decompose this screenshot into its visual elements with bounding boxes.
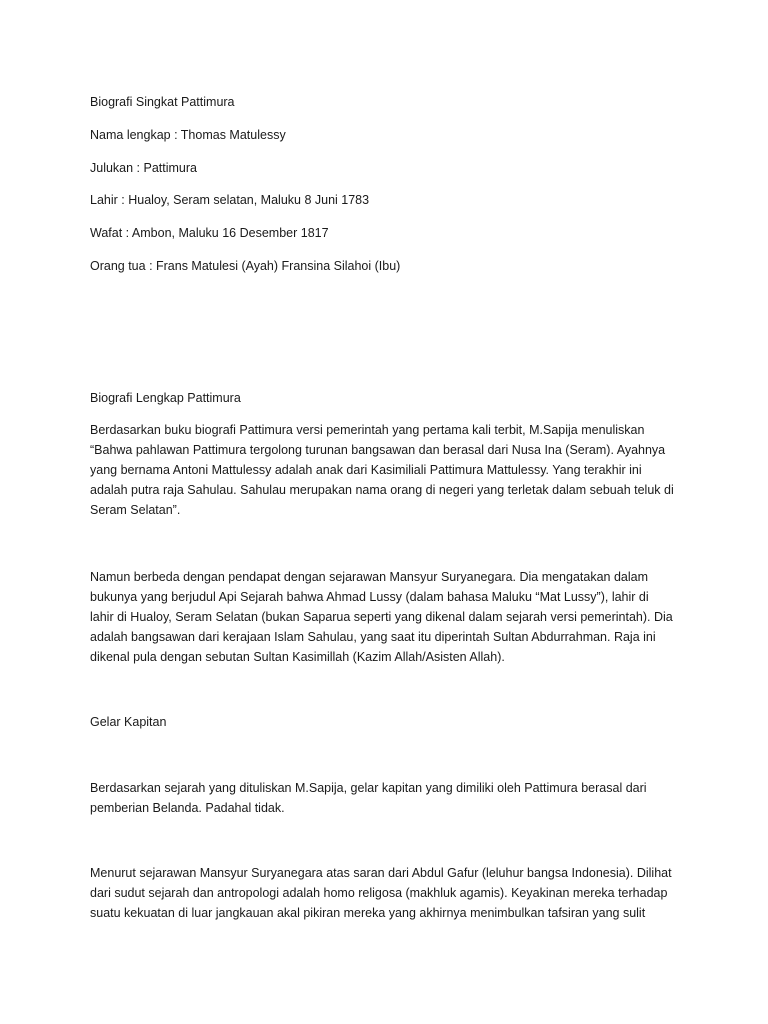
paragraph-line: Menurut sejarawan Mansyur Suryanegara atas saran dari Abdul Gafur (leluhur bangsa Indonesia). Dilihat <box>90 866 672 880</box>
birth-line: Lahir : Hualoy, Seram selatan, Maluku 8 Juni 1783 <box>90 193 370 207</box>
paragraph-line: Berdasarkan buku biografi Pattimura versi pemerintah yang pertama kali terbit, M.Sapija menuliskan <box>90 423 645 437</box>
paragraph-line: dikenal pula dengan sebutan Sultan Kasimillah (Kazim Allah/Asisten Allah). <box>90 650 505 664</box>
paragraph-line: lahir di Hualoy, Seram Selatan (bukan Saparua seperti yang dikenal dalam sejarah versi pemerintah). Dia <box>90 610 673 624</box>
full-bio-paragraph-1 <box>90 420 690 520</box>
death-line: Wafat : Ambon, Maluku 16 Desember 1817 <box>90 226 329 240</box>
captain-title-paragraph-1 <box>90 778 690 818</box>
paragraph-line: Berdasarkan sejarah yang dituliskan M.Sapija, gelar kapitan yang dimiliki oleh Pattimura berasal dari <box>90 781 647 795</box>
paragraph-line: adalah bangsawan dari kerajaan Islam Sahulau, yang saat itu diperintah Sultan Abdurrahman. Raja ini <box>90 630 656 644</box>
paragraph-line: “Bahwa pahlawan Pattimura tergolong turunan bangsawan dan berasal dari Nusa Ina (Seram). Ayahnya <box>90 443 666 457</box>
full-bio-paragraph-2 <box>90 567 690 667</box>
paragraph-line: suatu kekuatan di luar jangkauan akal pikiran mereka yang akhirnya menimbulkan tafsiran yang sulit <box>90 906 646 920</box>
parents-line: Orang tua : Frans Matulesi (Ayah) Fransina Silahoi (Ibu) <box>90 259 401 273</box>
paragraph-line: yang bernama Antoni Mattulessy adalah anak dari Kasimiliali Pattimura Mattulessy. Yang terakhir ini <box>90 463 642 477</box>
nickname-line: Julukan : Pattimura <box>90 161 197 175</box>
paragraph-line: adalah putra raja Sahulau. Sahulau merupakan nama orang di negeri yang terletak dalam sebuah teluk di <box>90 483 674 497</box>
paragraph-line: bukunya yang berjudul Api Sejarah bahwa Ahmad Lussy (dalam bahasa Maluku “Mat Lussy”), lahir di <box>90 590 649 604</box>
paragraph-line: dari sudut sejarah dan antropologi adalah homo religosa (makhluk agamis). Keyakinan mereka terhadap <box>90 886 668 900</box>
captain-title-heading: Gelar Kapitan <box>90 715 167 729</box>
paragraph-line: pemberian Belanda. Padahal tidak. <box>90 801 285 815</box>
full-name-line: Nama lengkap : Thomas Matulessy <box>90 128 286 142</box>
short-bio-heading: Biografi Singkat Pattimura <box>90 95 235 109</box>
full-bio-heading: Biografi Lengkap Pattimura <box>90 391 241 405</box>
captain-title-paragraph-2 <box>90 863 690 923</box>
paragraph-line: Namun berbeda dengan pendapat dengan sejarawan Mansyur Suryanegara. Dia mengatakan dalam <box>90 570 649 584</box>
paragraph-line: Seram Selatan”. <box>90 503 181 517</box>
